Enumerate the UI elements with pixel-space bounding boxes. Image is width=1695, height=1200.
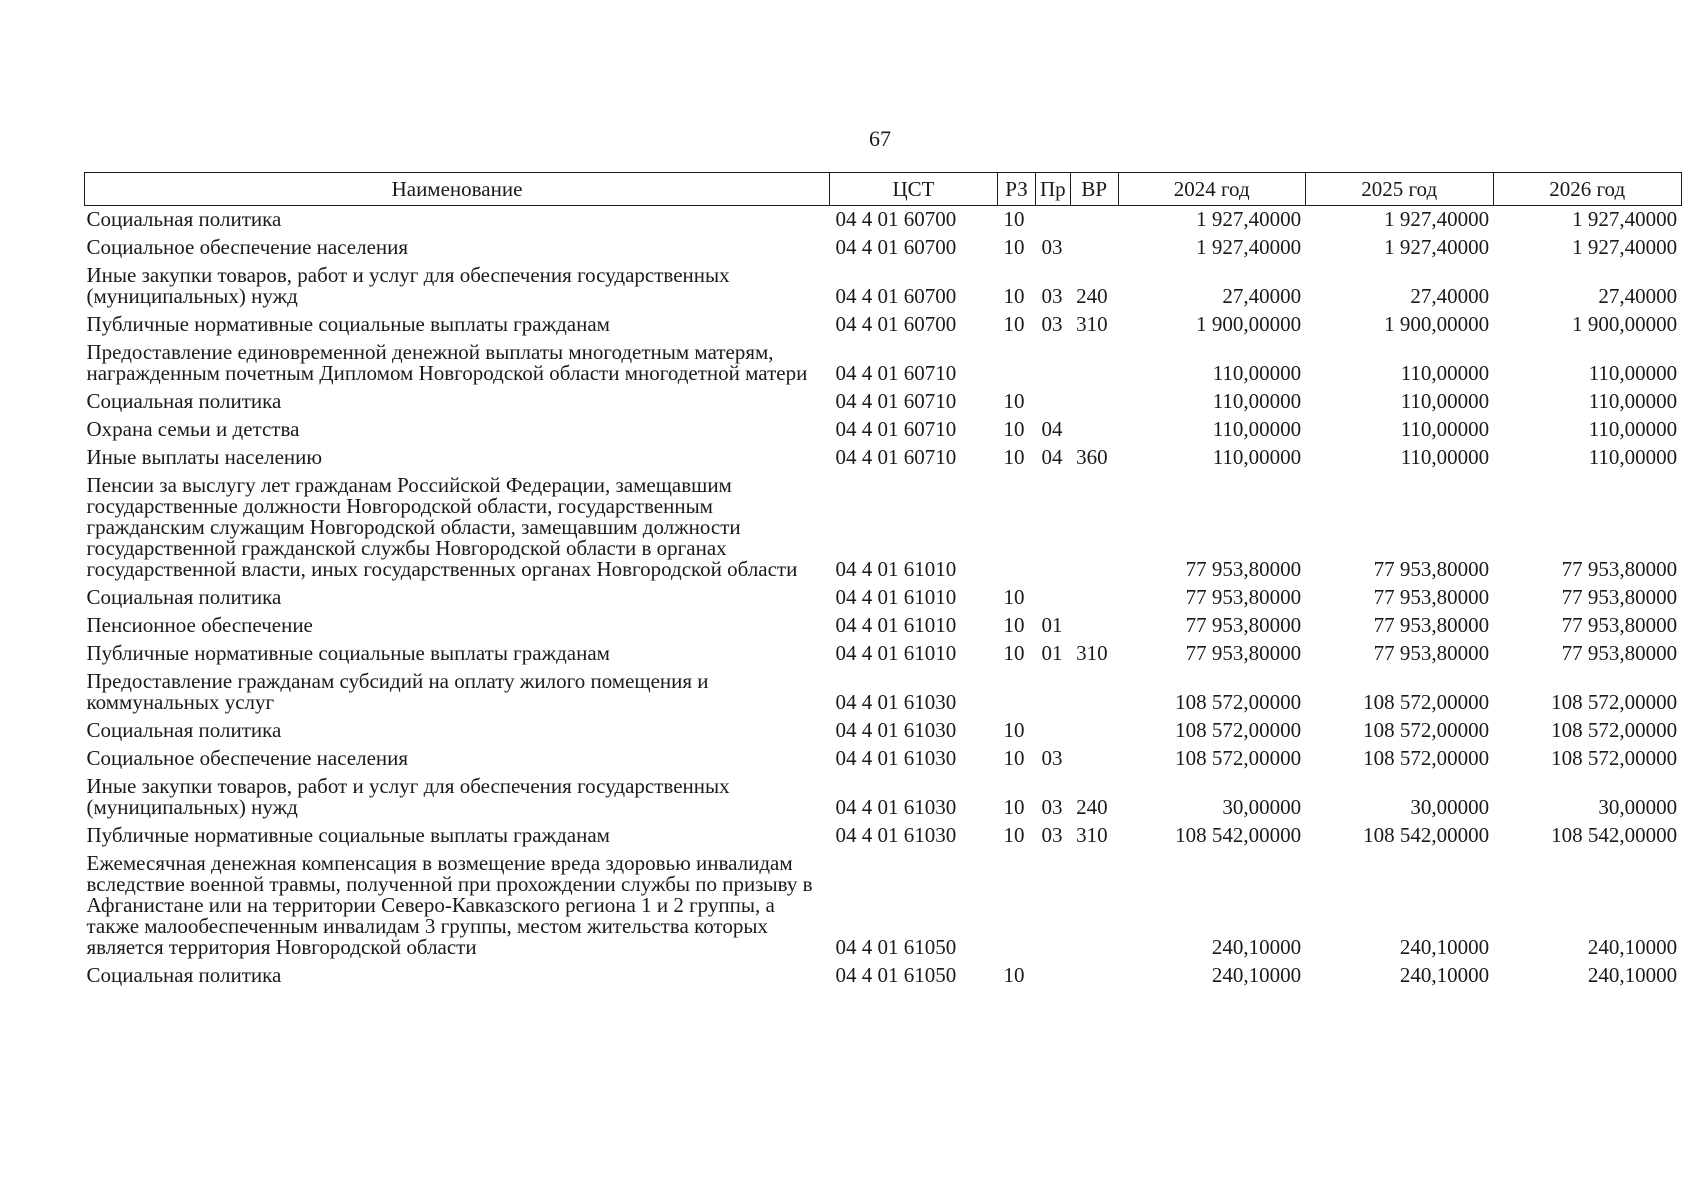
cell-pr: 04	[1041, 417, 1063, 441]
cell-cst: 04 4 01 61010	[835, 613, 957, 637]
cell-2024: 77 953,80000	[1185, 613, 1302, 637]
cell-pr	[1036, 962, 1071, 990]
cell-pr: 03	[1041, 823, 1063, 847]
cell-2024: 27,40000	[1222, 284, 1302, 308]
cell-2026: 27,40000	[1598, 284, 1678, 308]
cell-cst: 04 4 01 60700	[835, 207, 957, 231]
cell-pr: 01	[1041, 641, 1063, 665]
cell-2026: 108 572,00000	[1551, 690, 1678, 714]
header-cst: ЦСТ	[830, 173, 998, 206]
cell-vr: 310	[1076, 641, 1108, 665]
cell-vr	[1070, 717, 1118, 745]
table-row	[85, 339, 1682, 388]
cell-2025: 108 572,00000	[1363, 718, 1490, 742]
cell-2026: 30,00000	[1598, 795, 1678, 819]
cell-2026: 108 572,00000	[1551, 718, 1678, 742]
cell-vr: 310	[1076, 312, 1108, 336]
cell-name: Иные выплаты населению	[86, 445, 323, 469]
cell-2025: 1 927,40000	[1384, 235, 1490, 259]
cell-pr: 04	[1041, 445, 1063, 469]
cell-2024: 110,00000	[1212, 417, 1302, 441]
cell-2026: 77 953,80000	[1561, 613, 1678, 637]
cell-name: Пенсионное обеспечение	[86, 613, 313, 637]
cell-2026: 108 542,00000	[1551, 823, 1678, 847]
cell-rz	[998, 668, 1036, 717]
cell-pr	[1036, 850, 1071, 962]
cell-rz: 10	[1003, 641, 1025, 665]
cell-2024: 110,00000	[1212, 389, 1302, 413]
cell-2025: 77 953,80000	[1373, 585, 1490, 609]
table-row	[85, 822, 1682, 850]
cell-2026: 1 927,40000	[1572, 207, 1678, 231]
cell-pr	[1036, 472, 1071, 584]
table-body	[85, 206, 1682, 991]
cell-cst: 04 4 01 61010	[835, 641, 957, 665]
cell-cst: 04 4 01 61050	[835, 935, 957, 959]
table-row	[85, 416, 1682, 444]
cell-2025: 108 542,00000	[1363, 823, 1490, 847]
cell-2026: 110,00000	[1588, 417, 1678, 441]
cell-vr	[1070, 388, 1118, 416]
cell-rz: 10	[1003, 963, 1025, 987]
table-header-row	[85, 173, 1682, 206]
cell-cst: 04 4 01 61050	[835, 963, 957, 987]
table-row	[85, 668, 1682, 717]
table-row	[85, 311, 1682, 339]
cell-2024: 110,00000	[1212, 445, 1302, 469]
cell-name: Социальная политика	[86, 389, 282, 413]
cell-2024: 77 953,80000	[1185, 641, 1302, 665]
cell-name: Предоставление единовременной денежной выплаты многодетным матерям, награжденным почетным Дипломом Новгородской области многодетной матери	[86, 340, 808, 385]
cell-vr: 310	[1076, 823, 1108, 847]
cell-rz: 10	[1003, 207, 1025, 231]
cell-vr	[1070, 745, 1118, 773]
cell-cst: 04 4 01 61010	[835, 557, 957, 581]
cell-cst: 04 4 01 61030	[835, 823, 957, 847]
cell-name: Публичные нормативные социальные выплаты гражданам	[86, 823, 610, 847]
cell-2025: 108 572,00000	[1363, 746, 1490, 770]
cell-2025: 240,10000	[1399, 935, 1490, 959]
cell-2026: 108 572,00000	[1551, 746, 1678, 770]
cell-vr	[1070, 234, 1118, 262]
cell-2024: 77 953,80000	[1185, 557, 1302, 581]
cell-vr: 360	[1076, 445, 1108, 469]
cell-pr: 03	[1041, 235, 1063, 259]
cell-vr	[1070, 962, 1118, 990]
cell-rz	[998, 850, 1036, 962]
cell-vr: 240	[1076, 795, 1108, 819]
cell-rz: 10	[1003, 389, 1025, 413]
cell-rz	[998, 339, 1036, 388]
cell-2025: 110,00000	[1400, 417, 1490, 441]
cell-rz: 10	[1003, 445, 1025, 469]
cell-2024: 240,10000	[1211, 935, 1302, 959]
cell-vr	[1070, 339, 1118, 388]
cell-pr: 03	[1041, 284, 1063, 308]
cell-rz: 10	[1003, 585, 1025, 609]
cell-pr	[1036, 206, 1071, 235]
cell-vr	[1070, 206, 1118, 235]
table-row	[85, 584, 1682, 612]
cell-2026: 77 953,80000	[1561, 585, 1678, 609]
budget-table	[84, 172, 1682, 990]
cell-2025: 30,00000	[1410, 795, 1490, 819]
cell-pr: 03	[1041, 312, 1063, 336]
cell-name: Социальная политика	[86, 207, 282, 231]
cell-2026: 240,10000	[1587, 935, 1678, 959]
cell-2025: 240,10000	[1399, 963, 1490, 987]
cell-rz: 10	[1003, 235, 1025, 259]
cell-name: Социальное обеспечение населения	[86, 235, 409, 259]
cell-rz: 10	[1003, 312, 1025, 336]
cell-2024: 1 927,40000	[1196, 207, 1302, 231]
cell-2026: 77 953,80000	[1561, 557, 1678, 581]
cell-2025: 108 572,00000	[1363, 690, 1490, 714]
cell-name: Публичные нормативные социальные выплаты гражданам	[86, 312, 610, 336]
cell-cst: 04 4 01 61030	[835, 718, 957, 742]
cell-pr	[1036, 584, 1071, 612]
cell-name: Социальная политика	[86, 585, 282, 609]
table-row	[85, 206, 1682, 235]
cell-2025: 110,00000	[1400, 389, 1490, 413]
table-row	[85, 612, 1682, 640]
cell-name: Охрана семьи и детства	[86, 417, 300, 441]
page-number: 67	[869, 126, 891, 151]
cell-name: Пенсии за выслугу лет гражданам Российской Федерации, замещавшим государственные должности Новгородской области, государственным гражданским служащим Новгородской области, замещавшим должности государственной гражданской службы Новгородской области в органах государственной власти, иных государственных органах Новгородской области	[86, 473, 798, 581]
cell-name: Социальная политика	[86, 718, 282, 742]
cell-cst: 04 4 01 61030	[835, 746, 957, 770]
cell-2024: 240,10000	[1211, 963, 1302, 987]
cell-2024: 108 572,00000	[1175, 718, 1302, 742]
cell-cst: 04 4 01 60710	[835, 389, 957, 413]
table-row	[85, 388, 1682, 416]
header-2024: 2024 год	[1118, 173, 1305, 206]
cell-2024: 77 953,80000	[1185, 585, 1302, 609]
table-row	[85, 717, 1682, 745]
cell-pr	[1036, 339, 1071, 388]
table-row	[85, 640, 1682, 668]
cell-rz: 10	[1003, 795, 1025, 819]
cell-2025: 110,00000	[1400, 445, 1490, 469]
cell-2026: 240,10000	[1587, 963, 1678, 987]
header-vr: ВР	[1070, 173, 1118, 206]
cell-2025: 77 953,80000	[1373, 557, 1490, 581]
cell-name: Ежемесячная денежная компенсация в возмещение вреда здоровью инвалидам вследствие военной травмы, полученной при прохождении службы по призыву в Афганистане или на территории Северо-Кавказского региона 1 и 2 группы, а также малообеспеченным инвалидам 3 группы, местом жительства которых является территория Новгородской области	[86, 851, 813, 959]
cell-pr: 01	[1041, 613, 1063, 637]
header-2025: 2025 год	[1305, 173, 1493, 206]
cell-cst: 04 4 01 60710	[835, 361, 957, 385]
cell-rz: 10	[1003, 613, 1025, 637]
cell-2025: 110,00000	[1400, 361, 1490, 385]
table-row	[85, 745, 1682, 773]
cell-rz: 10	[1003, 718, 1025, 742]
header-name: Наименование	[85, 173, 830, 206]
table-row	[85, 444, 1682, 472]
table-row	[85, 773, 1682, 822]
cell-name: Иные закупки товаров, работ и услуг для обеспечения государственных (муниципальных) нужд	[86, 263, 730, 308]
cell-2024: 1 927,40000	[1196, 235, 1302, 259]
cell-2026: 77 953,80000	[1561, 641, 1678, 665]
cell-vr	[1070, 668, 1118, 717]
cell-name: Предоставление гражданам субсидий на оплату жилого помещения и коммунальных услуг	[86, 669, 709, 714]
cell-cst: 04 4 01 60700	[835, 312, 957, 336]
header-2026: 2026 год	[1493, 173, 1681, 206]
cell-name: Публичные нормативные социальные выплаты гражданам	[86, 641, 610, 665]
cell-vr	[1070, 612, 1118, 640]
header-pr: Пр	[1036, 173, 1071, 206]
cell-2024: 108 542,00000	[1175, 823, 1302, 847]
cell-rz	[998, 472, 1036, 584]
cell-cst: 04 4 01 61030	[835, 795, 957, 819]
table-row	[85, 472, 1682, 584]
cell-cst: 04 4 01 60710	[835, 417, 957, 441]
cell-pr: 03	[1041, 795, 1063, 819]
cell-2024: 30,00000	[1222, 795, 1302, 819]
cell-rz: 10	[1003, 823, 1025, 847]
cell-2025: 1 900,00000	[1384, 312, 1490, 336]
cell-cst: 04 4 01 60700	[835, 284, 957, 308]
cell-cst: 04 4 01 60710	[835, 445, 957, 469]
table-row	[85, 962, 1682, 990]
cell-2024: 110,00000	[1212, 361, 1302, 385]
cell-2026: 1 900,00000	[1572, 312, 1678, 336]
cell-2026: 110,00000	[1588, 389, 1678, 413]
cell-cst: 04 4 01 61010	[835, 585, 957, 609]
table-row	[85, 262, 1682, 311]
cell-2024: 1 900,00000	[1196, 312, 1302, 336]
cell-2025: 1 927,40000	[1384, 207, 1490, 231]
table-row	[85, 234, 1682, 262]
cell-rz: 10	[1003, 417, 1025, 441]
cell-2025: 77 953,80000	[1373, 613, 1490, 637]
cell-2026: 1 927,40000	[1572, 235, 1678, 259]
cell-cst: 04 4 01 61030	[835, 690, 957, 714]
cell-pr	[1036, 717, 1071, 745]
cell-name: Социальная политика	[86, 963, 282, 987]
cell-pr: 03	[1041, 746, 1063, 770]
cell-2026: 110,00000	[1588, 445, 1678, 469]
cell-vr: 240	[1076, 284, 1108, 308]
cell-2024: 108 572,00000	[1175, 746, 1302, 770]
cell-2026: 110,00000	[1588, 361, 1678, 385]
cell-2025: 27,40000	[1410, 284, 1490, 308]
cell-vr	[1070, 584, 1118, 612]
cell-rz: 10	[1003, 746, 1025, 770]
header-rz: РЗ	[998, 173, 1036, 206]
cell-name: Иные закупки товаров, работ и услуг для обеспечения государственных (муниципальных) нужд	[86, 774, 730, 819]
cell-2025: 77 953,80000	[1373, 641, 1490, 665]
cell-2024: 108 572,00000	[1175, 690, 1302, 714]
cell-cst: 04 4 01 60700	[835, 235, 957, 259]
cell-vr	[1070, 416, 1118, 444]
cell-pr	[1036, 388, 1071, 416]
cell-vr	[1070, 850, 1118, 962]
cell-rz: 10	[1003, 284, 1025, 308]
cell-name: Социальное обеспечение населения	[86, 746, 409, 770]
cell-vr	[1070, 472, 1118, 584]
table-row	[85, 850, 1682, 962]
cell-pr	[1036, 668, 1071, 717]
